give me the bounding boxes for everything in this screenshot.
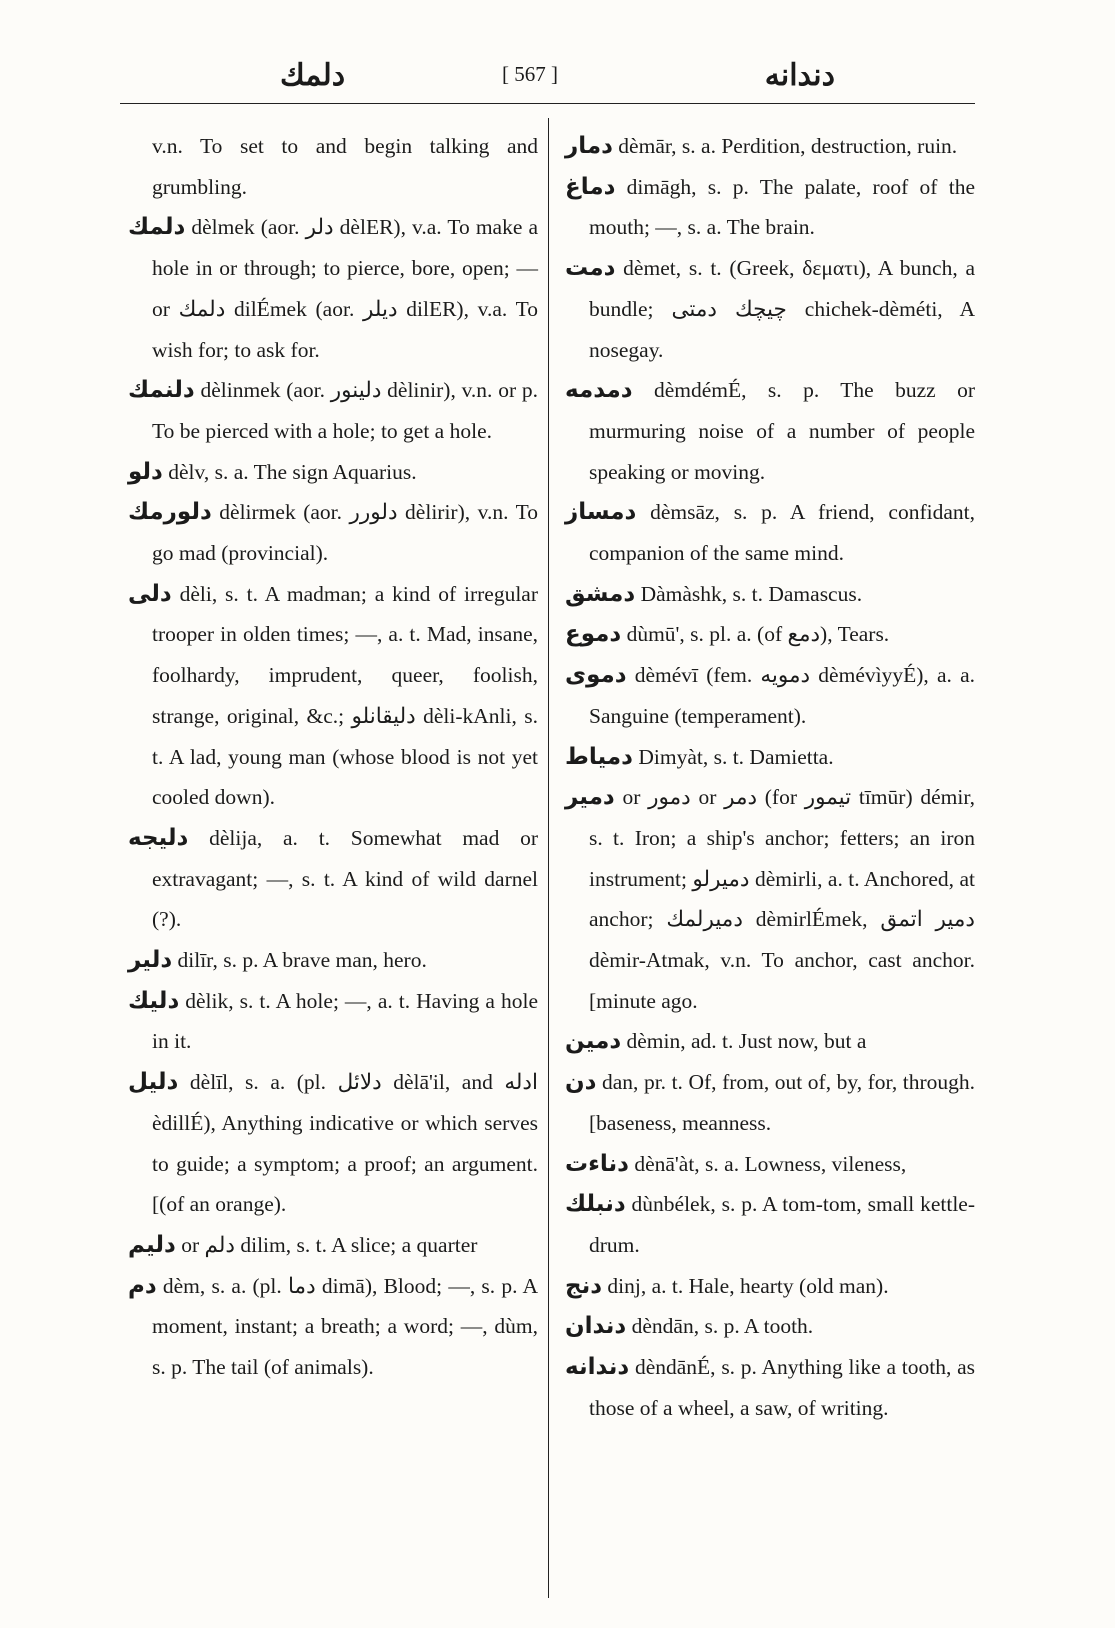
entry-headword: دلير (128, 947, 173, 974)
dictionary-entry (128, 1062, 538, 1225)
dictionary-entry (128, 452, 538, 493)
dictionary-entry (565, 1184, 975, 1265)
entry-headword: دناءت (565, 1150, 629, 1177)
dictionary-entry (128, 492, 538, 573)
entry-headword: دلو (128, 458, 163, 485)
dictionary-entry (565, 492, 975, 573)
entry-text: dùmū', s. pl. a. (of دمع), Tears. (626, 622, 890, 647)
entry-text: dèmévī (fem. دمويه dèmévìyyÉ), a. a. Sanguine (temperament). (589, 663, 975, 728)
dictionary-entry (565, 655, 975, 736)
entry-headword: دليل (128, 1069, 179, 1096)
entry-headword: دليم (128, 1231, 176, 1258)
entry-headword: دم (128, 1272, 157, 1299)
right-column (565, 126, 975, 1429)
entry-text: dèmet, s. t. (Greek, δεματι), A bunch, a bundle; چيچك دمتى chichek-dèméti, A nosegay. (589, 256, 976, 362)
entry-headword: دلنمك (128, 377, 195, 404)
entry-text: dilīr, s. p. A brave man, hero. (177, 948, 427, 973)
dictionary-entry (128, 940, 538, 981)
entry-headword: دمدمه (565, 377, 633, 404)
dictionary-entry (565, 1306, 975, 1347)
entry-headword: دندانه (565, 1354, 630, 1381)
page-number: [ 567 ] (502, 62, 558, 86)
entry-text: dèlik, s. t. A hole; —, a. t. Having a hole in it. (152, 988, 538, 1054)
dictionary-entry (565, 1062, 975, 1143)
dictionary-entry (565, 574, 975, 615)
dictionary-entry: v.n. To set to and begin talking and grumbling. (152, 134, 538, 199)
entry-text: dèli, s. t. A madman; a kind of irregular trooper in olden times; —, a. t. Mad, insane, foolhardy, imprudent, queer, foolish, strange, original, &c.; دليقانلو dèli-kAnli, s. t. A lad, young man (whose blood is not yet cooled down). (152, 581, 538, 810)
entry-text: dùnbélek, s. p. A tom-tom, small kettle-drum. (589, 1192, 975, 1257)
entry-text: dèmār, s. a. Perdition, destruction, ruin. (618, 134, 958, 158)
entry-text: dèlmek (aor. دلر dèlER), v.a. To make a hole in or through; to pierce, bore, open; — or دلمك dilÉmek (aor. ديلر dilER), v.a. To wish for; to ask for. (152, 215, 539, 362)
entry-text: dèndān, s. p. A tooth. (631, 1314, 814, 1339)
entry-headword: دموع (565, 621, 622, 648)
dictionary-entry (565, 777, 975, 1021)
entry-headword: دلمك (128, 214, 186, 241)
dictionary-entry (565, 1347, 975, 1428)
entry-text: dèmin, ad. t. Just now, but a (626, 1029, 867, 1054)
entry-headword: دموى (565, 662, 627, 689)
entry-headword: دمين (565, 1028, 622, 1055)
entry-headword: دنج (565, 1272, 603, 1299)
header-left-word: دلمك (280, 58, 346, 93)
entry-text: dènā'àt, s. a. Lowness, vileness, (634, 1151, 907, 1176)
entry-text: dèlinmek (aor. دلينور dèlinir), v.n. or p. To be pierced with a hole; to get a hole. (152, 378, 539, 443)
dictionary-entry (565, 167, 975, 248)
left-column (128, 126, 538, 1388)
dictionary-entry (565, 737, 975, 778)
entry-text: dimāgh, s. p. The palate, roof of the mouth; —, s. a. The brain. (589, 174, 975, 240)
entry-headword: دن (565, 1069, 597, 1096)
entry-headword: دمياط (565, 743, 633, 770)
dictionary-entry (128, 1266, 538, 1388)
entry-headword: دمار (565, 133, 613, 159)
dictionary-entry (565, 1144, 975, 1185)
dictionary-entry (565, 1021, 975, 1062)
dictionary-entry (128, 981, 538, 1062)
dictionary-entry (128, 370, 538, 451)
entry-headword: دلى (128, 580, 172, 607)
entry-text: or دمور or دمر (for تيمور tīmūr) démir, s. t. Iron; a ship's anchor; fetters; an iron instrument; دميرلو dèmirli, a. t. Anchored, at anchor; دميرلمك dèmirlÉmek, دمير اتمق dèmir-Atmak, v.n. To anchor, cast anchor. [minute ago. (589, 785, 976, 1013)
entry-text: dan, pr. t. Of, from, out of, by, for, through. [baseness, meanness. (589, 1070, 976, 1135)
entry-headword: دليجه (128, 824, 189, 851)
entry-text: dinj, a. t. Hale, hearty (old man). (607, 1273, 889, 1298)
entry-text: dèmdémÉ, s. p. The buzz or murmuring noise of a number of people speaking or moving. (589, 378, 975, 484)
entry-text: dèlīl, s. a. (pl. دلائل dèlā'il, and ادله èdillÉ), Anything indicative or which serves to guide; a symptom; a proof; an argument. [(of an orange). (152, 1070, 538, 1217)
dictionary-entry (565, 1266, 975, 1307)
dictionary-entry (565, 248, 975, 370)
entry-text: dèm, s. a. (pl. دما dimā), Blood; —, s. p. A moment, instant; a breath; a word; —, dùm, s. p. The tail (of animals). (152, 1273, 539, 1380)
entry-text: dèlv, s. a. The sign Aquarius. (168, 459, 417, 484)
entry-headword: دمت (565, 255, 616, 282)
dictionary-entry (128, 574, 538, 818)
entry-headword: دمساز (565, 499, 637, 526)
dictionary-entry (565, 370, 975, 492)
entry-text: Dimyàt, s. t. Damietta. (638, 744, 834, 769)
entry-text: dèndānÉ, s. p. Anything like a tooth, as those of a wheel, a saw, of writing. (589, 1355, 976, 1420)
entry-headword: دماغ (565, 173, 616, 200)
entry-headword: دمير (565, 784, 615, 811)
entry-headword: دليك (128, 987, 180, 1014)
entry-headword: دنبلك (565, 1191, 626, 1218)
dictionary-entry (128, 1225, 538, 1266)
header-rule (120, 103, 975, 104)
header-right-word: دندانه (764, 58, 835, 93)
dictionary-entry (128, 207, 538, 370)
dictionary-entry (565, 126, 975, 167)
entry-text: dèmsāz, s. p. A friend, confidant, companion of the same mind. (589, 500, 975, 566)
dictionary-entry (565, 614, 975, 655)
dictionary-entry (128, 818, 538, 940)
entry-headword: دندان (565, 1313, 627, 1340)
entry-text: or دلم dilim, s. t. A slice; a quarter (181, 1232, 478, 1257)
entry-text: dèlija, a. t. Somewhat mad or extravagant; —, s. t. A kind of wild darnel (?). (152, 825, 539, 932)
page-header (120, 58, 975, 98)
entry-text: Dàmàshk, s. t. Damascus. (640, 581, 863, 606)
entry-headword: دمشق (565, 580, 636, 607)
entry-headword: دلورمك (128, 499, 212, 526)
entry-text: dèlirmek (aor. دلورر dèlirir), v.n. To go mad (provincial). (152, 500, 538, 566)
column-divider (548, 118, 549, 1598)
